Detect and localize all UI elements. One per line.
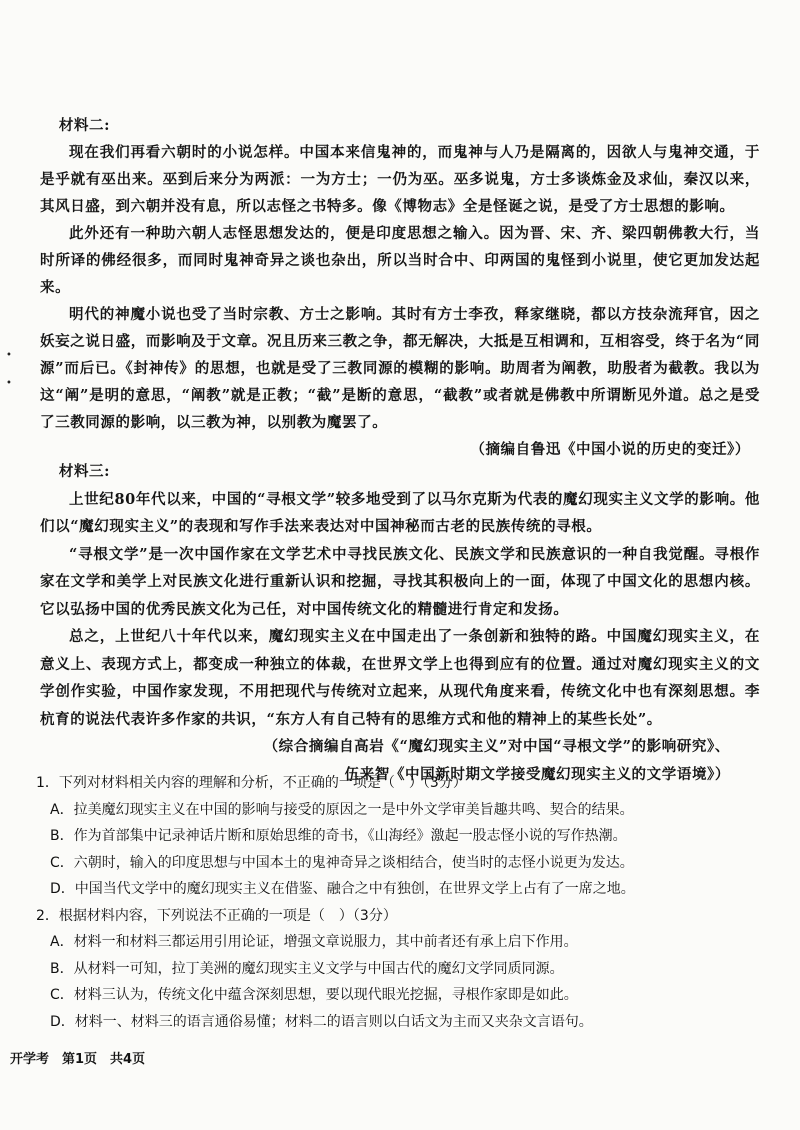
material-two-paragraph: 明代的神魔小说也受了当时宗教、方士之影响。其时有方士李孜，释家继晓，都以方技杂流拜官，因之妖妄之说日盛，而影响及于文章。况且历来三教之争，都无解决，大抵是互相调和，互相容受，终于名为“同源”而后已。《封神传》的思想，也就是受了三教同源的模糊的影响。助周者为阐教，助殷者为截教。我以为这“阐”是明的意思，“阐教”就是正教；“截”是断的意思，“截教”或者就是佛教中所谓断见外道。总之是受了三教同源的影响，以三教为神，以别教为魔罢了。	[40, 306, 760, 431]
material-three-heading: 材料三:	[58, 463, 111, 480]
scan-mark: •	[6, 350, 12, 361]
question-2	[36, 903, 766, 1036]
option-a: A．拉美魔幻现实主义在中国的影响与接受的原因之一是中外文学审美旨趣共鸣、契合的结果。	[50, 801, 634, 818]
material-two-heading: 材料二:	[58, 117, 111, 134]
question-1	[36, 770, 766, 903]
option-d: D．材料一、材料三的语言通俗易懂；材料二的语言则以白话文为主而又夹杂文言语句。	[50, 1013, 593, 1030]
question-stem: 1．下列对材料相关内容的理解和分析，不正确的一项是（ ）（3分）	[36, 775, 467, 791]
material-three-paragraph: 总之，上世纪八十年代以来，魔幻现实主义在中国走出了一条创新和独特的路。中国魔幻现实主义，在意义上、表现方式上，都变成一种独立的体裁，在世界文学上也得到应有的位置。通过对魔幻现实主义的文学创作实验，中国作家发现，不用把现代与传统对立起来，从现代角度来看，传统文化中也有深刻思想。李杭育的说法代表许多作家的共识，“东方人有自己特有的思维方式和他的精神上的某些长处”。	[40, 628, 760, 728]
material-two-source: （摘编自鲁迅《中国小说的历史的变迁》）	[470, 441, 750, 458]
option-c: C．材料三认为，传统文化中蕴含深刻思想，要以现代眼光挖掘，寻根作家即是如此。	[50, 987, 578, 1003]
option-a: A．材料一和材料三都运用引用论证，增强文章说服力，其中前者还有承上启下作用。	[50, 934, 578, 950]
material-three-paragraph: 上世纪80年代以来，中国的“寻根文学”较多地受到了以马尔克斯为代表的魔幻现实主义文学的影响。他们以“魔幻现实主义”的表现和写作手法来表达对中国神秘而古老的民族传统的寻根。	[40, 490, 760, 535]
material-two-paragraph: 现在我们再看六朝时的小说怎样。中国本来信鬼神的，而鬼神与人乃是隔离的，因欲人与鬼神交通，于是乎就有巫出来。巫到后来分为两派：一为方士；一仍为巫。巫多说鬼，方士多谈炼金及求仙，秦汉以来，其风日盛，到六朝并没有息，所以志怪之书特多。像《博物志》全是怪诞之说，是受了方士思想的影响。	[40, 144, 760, 215]
question-stem: 2．根据材料内容，下列说法不正确的一项是（ ）（3分）	[36, 907, 397, 924]
option-b: B．作为首部集中记录神话片断和原始思维的奇书，《山海经》激起一股志怪小说的写作热潮。	[50, 828, 627, 844]
option-d: D．中国当代文学中的魔幻现实主义在借鉴、融合之中有独创，在世界文学上占有了一席之地。	[50, 881, 635, 897]
material-three	[40, 458, 760, 788]
material-three-source: （综合摘编自高岩《“魔幻现实主义”对中国“寻根文学”的影响研究》、	[263, 738, 730, 755]
question-list	[36, 770, 766, 1035]
material-three-paragraph: “寻根文学”是一次中国作家在文学艺术中寻找民族文化、民族文学和民族意识的一种自我觉醒。寻根作家在文学和美学上对民族文化进行重新认识和挖掘，寻找其积极向上的一面，体现了中国文化的思想内核。它以弘扬中国的优秀民族文化为己任，对中国传统文化的精髓进行肯定和发扬。	[40, 545, 760, 618]
material-three-source: 伍来智《中国新时期文学接受魔幻现实主义的文学语境》）	[344, 765, 730, 783]
material-two-paragraph: 此外还有一种助六朝人志怪思想发达的，便是印度思想之输入。因为晋、宋、齐、梁四朝佛教大行，当时所译的佛经很多，而同时鬼神奇异之谈也杂出，所以当时合中、印两国的鬼怪到小说里，使它更加发达起来。	[40, 225, 760, 296]
option-c: C．六朝时，输入的印度思想与中国本土的鬼神奇异之谈相结合，使当时的志怪小说更为发达。	[50, 854, 634, 871]
material-two	[40, 112, 760, 463]
page-footer: 开学考 第1页 共4页	[10, 1052, 146, 1067]
option-b: B．从材料一可知，拉丁美洲的魔幻现实主义文学与中国古代的魔幻文学同质同源。	[50, 960, 564, 977]
scan-mark: •	[6, 378, 12, 389]
